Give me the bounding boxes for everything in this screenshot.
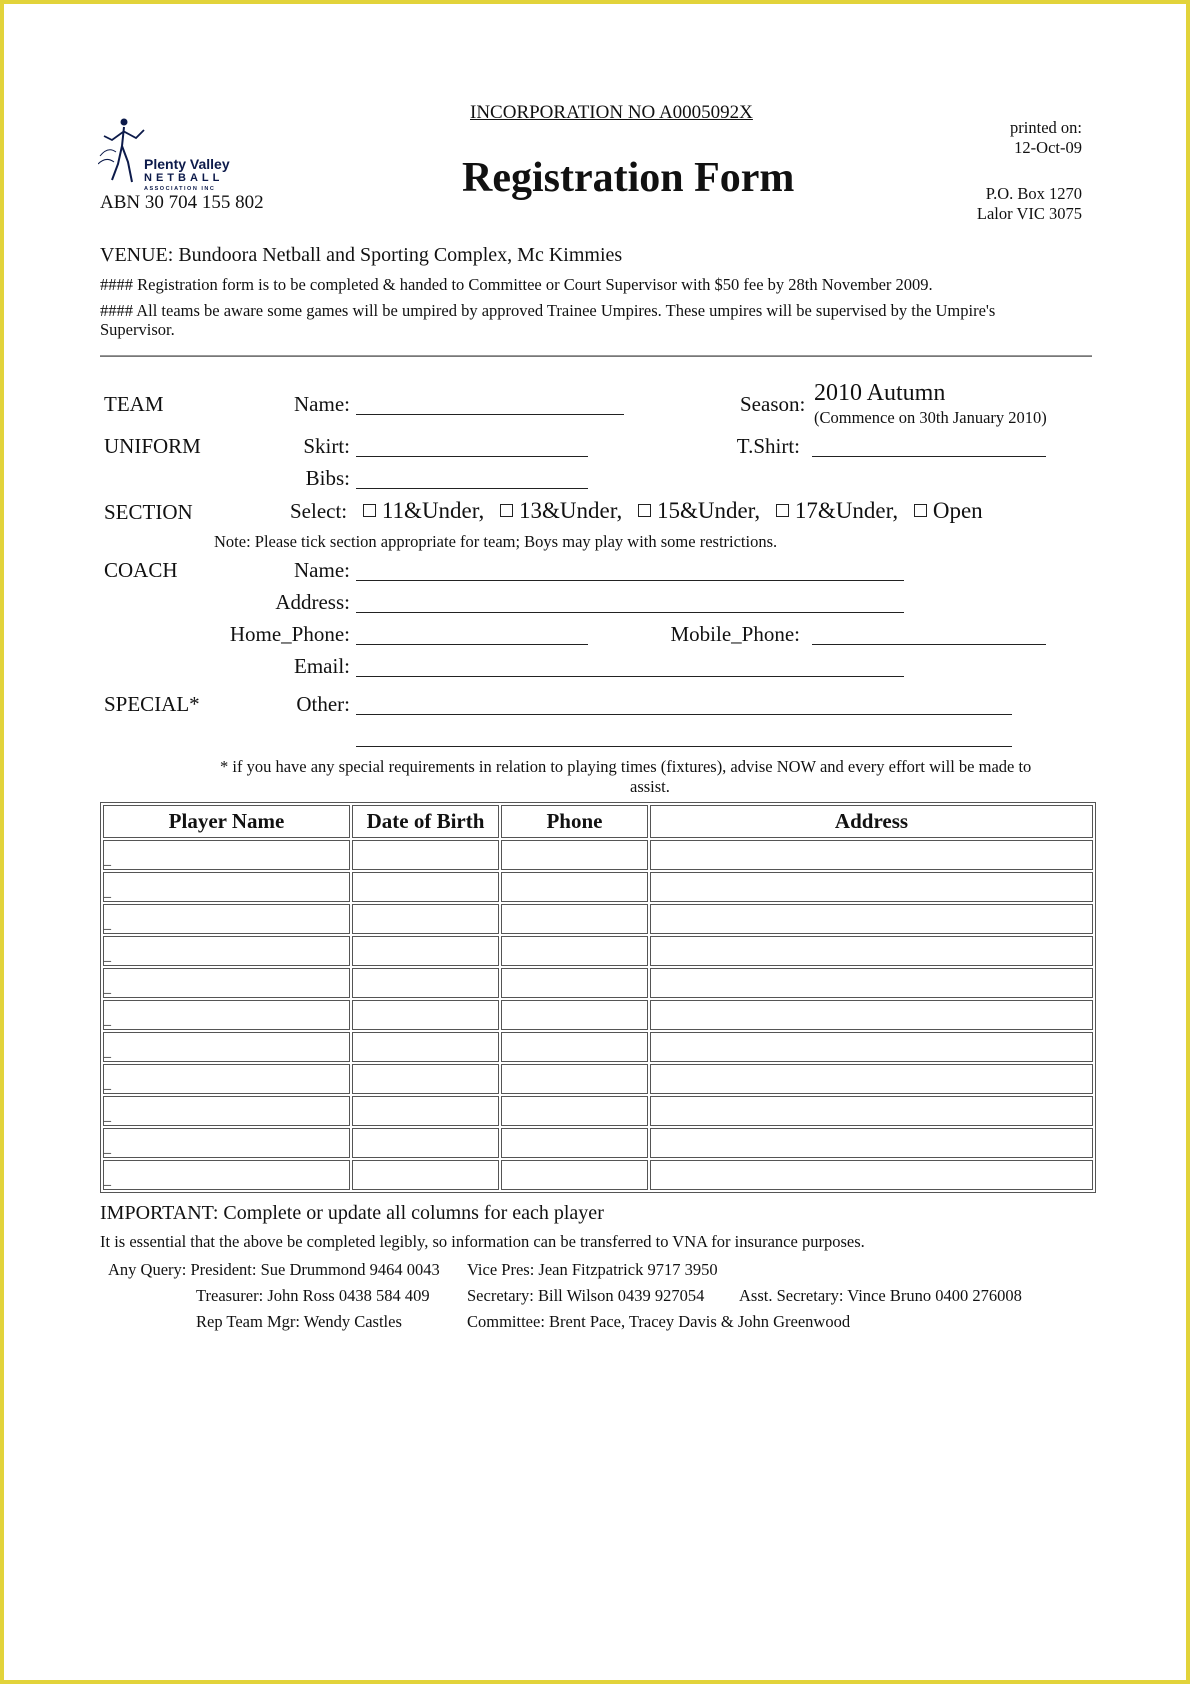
team-label: TEAM: [104, 392, 164, 416]
special-note-line-1: * if you have any special requirements in relation to playing times (fixtures), advise NOW and every effort will be made to: [220, 757, 1032, 776]
date-of-birth-cell[interactable]: [352, 1160, 499, 1190]
select-label: Select:: [290, 499, 348, 523]
date-of-birth-cell[interactable]: [352, 904, 499, 934]
player-name-cell[interactable]: [103, 968, 350, 998]
player-table: [100, 802, 1096, 1193]
table-row: [103, 840, 1093, 870]
home-phone-label: Home_Phone:: [229, 622, 350, 646]
home-phone-field[interactable]: [356, 644, 588, 645]
address-cell[interactable]: [650, 936, 1093, 966]
mobile-phone-field[interactable]: [812, 644, 1046, 645]
table-row: [103, 936, 1093, 966]
player-name-cell[interactable]: [103, 1000, 350, 1030]
player-name-header: Player Name: [103, 805, 350, 838]
phone-cell[interactable]: [501, 1128, 648, 1158]
mobile-phone-label: Mobile_Phone:: [670, 622, 800, 646]
address-cell[interactable]: [650, 1000, 1093, 1030]
date-of-birth-cell[interactable]: [352, 1064, 499, 1094]
bibs-field[interactable]: [356, 488, 588, 489]
player-name-cell[interactable]: [103, 1160, 350, 1190]
player-name-cell[interactable]: [103, 1096, 350, 1126]
bibs-label: Bibs:: [305, 466, 350, 490]
team-name-field[interactable]: [356, 414, 624, 415]
logo-line-2: NETBALL: [144, 172, 224, 184]
address-cell[interactable]: [650, 1096, 1093, 1126]
section-15-under-label: 15&Under,: [656, 498, 761, 523]
player-name-cell[interactable]: [103, 1032, 350, 1062]
row-marker: _: [104, 981, 111, 996]
player-name-cell[interactable]: [103, 1064, 350, 1094]
query-asst-secretary: Asst. Secretary: Vince Bruno 0400 276008: [739, 1286, 1022, 1305]
venue-text: VENUE: Bundoora Netball and Sporting Complex, Mc Kimmies: [100, 244, 623, 266]
date-of-birth-cell[interactable]: [352, 840, 499, 870]
important-text: IMPORTANT: Complete or update all columns for each player: [100, 1202, 604, 1224]
address-cell[interactable]: [650, 1032, 1093, 1062]
email-label: Email:: [294, 654, 350, 678]
phone-cell[interactable]: [501, 1064, 648, 1094]
address-cell[interactable]: [650, 872, 1093, 902]
coach-label: COACH: [104, 558, 178, 582]
row-marker: _: [104, 1109, 111, 1124]
phone-cell[interactable]: [501, 936, 648, 966]
table-row: [103, 1032, 1093, 1062]
table-row: [103, 1128, 1093, 1158]
row-marker: _: [104, 1013, 111, 1028]
po-box: P.O. Box 1270: [985, 184, 1082, 203]
netball-player-icon: [98, 116, 148, 186]
address-cell[interactable]: [650, 1128, 1093, 1158]
section-11-under-checkbox[interactable]: [363, 504, 376, 517]
header-divider: [100, 355, 1092, 357]
skirt-field[interactable]: [356, 456, 588, 457]
season-value: 2010 Autumn: [814, 380, 946, 406]
date-of-birth-cell[interactable]: [352, 1032, 499, 1062]
player-name-cell[interactable]: [103, 1128, 350, 1158]
table-row: [103, 1096, 1093, 1126]
date-of-birth-cell[interactable]: [352, 1128, 499, 1158]
city: Lalor VIC 3075: [976, 204, 1082, 223]
printed-date: 12-Oct-09: [1014, 138, 1082, 157]
other-field-line-1[interactable]: [356, 714, 1012, 715]
other-label: Other:: [296, 692, 350, 716]
season-label: Season:: [740, 392, 806, 416]
uniform-label: UNIFORM: [104, 434, 201, 458]
section-select: [290, 498, 983, 524]
address-cell[interactable]: [650, 1160, 1093, 1190]
email-field[interactable]: [356, 676, 904, 677]
row-marker: _: [104, 1077, 111, 1092]
umpire-note-line-1: #### All teams be aware some games will be umpired by approved Trainee Umpires. These umpires will be supervised by the Umpire's: [100, 301, 996, 320]
coach-address-field[interactable]: [356, 612, 904, 613]
registration-note: #### Registration form is to be completed & handed to Committee or Court Supervisor with $50 fee by 28th November 2009.: [100, 275, 933, 294]
row-marker: _: [104, 1173, 111, 1188]
season-note: (Commence on 30th January 2010): [814, 408, 1047, 427]
date-of-birth-header: Date of Birth: [352, 805, 499, 838]
row-marker: _: [104, 1045, 111, 1060]
tshirt-label: T.Shirt:: [736, 434, 800, 458]
association-logo: [98, 116, 238, 196]
coach-name-field[interactable]: [356, 580, 904, 581]
address-cell[interactable]: [650, 968, 1093, 998]
logo-line-1: Plenty Valley: [144, 156, 230, 172]
row-marker: _: [104, 853, 111, 868]
page-title: Registration Form: [462, 155, 795, 201]
player-name-cell[interactable]: [103, 904, 350, 934]
essential-text: It is essential that the above be completed legibly, so information can be transferred to VNA for insurance purposes.: [100, 1232, 865, 1251]
query-rep-team-mgr: Rep Team Mgr: Wendy Castles: [196, 1312, 402, 1331]
player-name-cell[interactable]: [103, 872, 350, 902]
address-cell[interactable]: [650, 1064, 1093, 1094]
date-of-birth-cell[interactable]: [352, 872, 499, 902]
section-note: Note: Please tick section appropriate for team; Boys may play with some restrictions.: [214, 532, 778, 551]
address-header: Address: [650, 805, 1093, 838]
date-of-birth-cell[interactable]: [352, 1000, 499, 1030]
skirt-label: Skirt:: [303, 434, 350, 458]
date-of-birth-cell[interactable]: [352, 1096, 499, 1126]
player-table-body: [103, 840, 1093, 1190]
section-13-under-label: 13&Under,: [519, 498, 623, 523]
abn-number: ABN 30 704 155 802: [100, 192, 264, 213]
row-marker: _: [104, 949, 111, 964]
printed-label: printed on:: [1010, 118, 1082, 137]
query-vice-president: Vice Pres: Jean Fitzpatrick 9717 3950: [467, 1260, 718, 1279]
phone-cell[interactable]: [501, 1032, 648, 1062]
row-marker: _: [104, 917, 111, 932]
umpire-note-line-2: Supervisor.: [100, 320, 175, 339]
section-17-under-label: 17&Under,: [794, 498, 899, 523]
section-label: SECTION: [104, 500, 193, 524]
address-cell[interactable]: [650, 840, 1093, 870]
player-name-cell[interactable]: [103, 936, 350, 966]
player-name-cell[interactable]: [103, 840, 350, 870]
section-open-checkbox[interactable]: [914, 504, 927, 517]
team-name-label: Name:: [294, 392, 350, 416]
phone-cell[interactable]: [501, 904, 648, 934]
table-row: [103, 904, 1093, 934]
phone-header: Phone: [501, 805, 648, 838]
phone-cell[interactable]: [501, 1096, 648, 1126]
table-row: [103, 968, 1093, 998]
query-committee: Committee: Brent Pace, Tracey Davis & John Greenwood: [467, 1312, 851, 1331]
table-row: [103, 1000, 1093, 1030]
incorporation-number: INCORPORATION NO A0005092X: [470, 102, 753, 123]
section-15-under-checkbox[interactable]: [638, 504, 651, 517]
phone-cell[interactable]: [501, 1160, 648, 1190]
row-marker: _: [104, 885, 111, 900]
address-cell[interactable]: [650, 904, 1093, 934]
coach-name-label: Name:: [294, 558, 350, 582]
address-label: Address:: [275, 590, 350, 614]
tshirt-field[interactable]: [812, 456, 1046, 457]
date-of-birth-cell[interactable]: [352, 936, 499, 966]
query-treasurer: Treasurer: John Ross 0438 584 409: [196, 1286, 430, 1305]
table-row: [103, 1064, 1093, 1094]
date-of-birth-cell[interactable]: [352, 968, 499, 998]
section-13-under-checkbox[interactable]: [500, 504, 513, 517]
phone-cell[interactable]: [501, 872, 648, 902]
table-row: [103, 872, 1093, 902]
special-note-line-2: assist.: [630, 777, 670, 796]
special-label: SPECIAL*: [104, 692, 200, 716]
query-president: Any Query: President: Sue Drummond 9464 0043: [108, 1260, 440, 1279]
logo-line-3: ASSOCIATION INC: [144, 186, 216, 192]
row-marker: _: [104, 1141, 111, 1156]
phone-cell[interactable]: [501, 840, 648, 870]
section-open-label: Open: [932, 498, 983, 523]
player-table-header: [103, 805, 1093, 838]
other-field-line-2[interactable]: [356, 746, 1012, 747]
query-secretary: Secretary: Bill Wilson 0439 927054: [467, 1286, 705, 1305]
section-11-under-label: 11&Under,: [381, 498, 485, 523]
phone-cell[interactable]: [501, 968, 648, 998]
section-17-under-checkbox[interactable]: [776, 504, 789, 517]
table-row: [103, 1160, 1093, 1190]
phone-cell[interactable]: [501, 1000, 648, 1030]
